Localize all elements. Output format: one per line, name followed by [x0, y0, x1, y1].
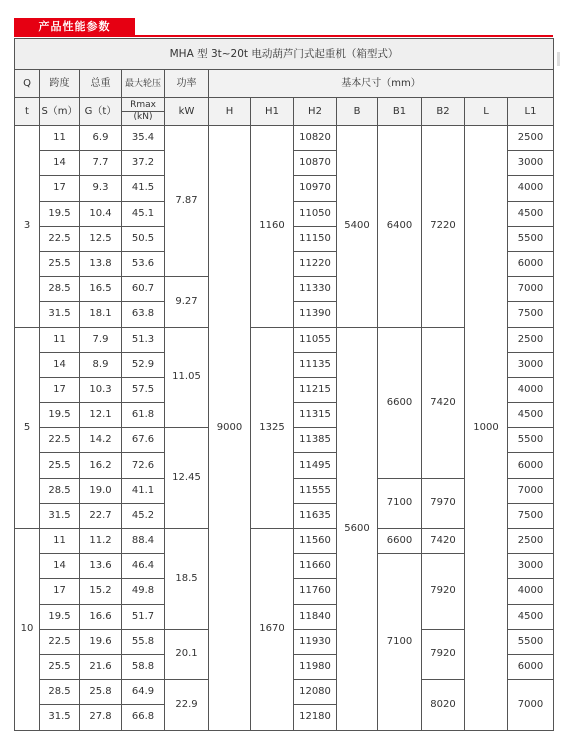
power-cell: 18.5: [165, 529, 209, 630]
wheel-load-cell: 37.2: [122, 151, 165, 176]
h-cell: 9000: [209, 126, 251, 731]
table-title: MHA 型 3t~20t 电动葫芦门式起重机（箱型式）: [15, 39, 554, 70]
b2-cell: 8020: [422, 680, 465, 730]
b2-cell: 7220: [422, 126, 465, 328]
weight-cell: 18.1: [80, 302, 122, 327]
weight-cell: 8.9: [80, 352, 122, 377]
l1-cell: 3000: [508, 554, 554, 579]
section-title-tab: 产品性能参数: [14, 18, 135, 35]
wheel-load-cell: 41.5: [122, 176, 165, 201]
span-cell: 31.5: [40, 302, 80, 327]
h2-cell: 11220: [294, 251, 337, 276]
header-h: H: [209, 98, 251, 126]
b2-cell: 7970: [422, 478, 465, 528]
h2-cell: 11315: [294, 403, 337, 428]
capacity-cell: 10: [15, 529, 40, 731]
header-q: Q: [15, 70, 40, 98]
header-max-wheel-load: 最大轮压: [122, 70, 165, 98]
section-title-underline: [14, 35, 553, 37]
b2-cell: 7920: [422, 554, 465, 630]
weight-cell: 9.3: [80, 176, 122, 201]
h2-cell: 11980: [294, 654, 337, 679]
weight-cell: 22.7: [80, 503, 122, 528]
wheel-load-cell: 41.1: [122, 478, 165, 503]
wheel-load-cell: 60.7: [122, 277, 165, 302]
span-cell: 19.5: [40, 403, 80, 428]
span-cell: 31.5: [40, 705, 80, 730]
l1-cell: 3000: [508, 151, 554, 176]
b1-cell: 6400: [378, 126, 422, 328]
l1-cell: 6000: [508, 453, 554, 478]
header-l: L: [465, 98, 508, 126]
wheel-load-cell: 64.9: [122, 680, 165, 705]
h2-cell: 12080: [294, 680, 337, 705]
h2-cell: 12180: [294, 705, 337, 730]
header-h2: H2: [294, 98, 337, 126]
b1-cell: 6600: [378, 327, 422, 478]
l1-cell: 6000: [508, 654, 554, 679]
span-cell: 25.5: [40, 453, 80, 478]
wheel-load-cell: 51.7: [122, 604, 165, 629]
h2-cell: 11635: [294, 503, 337, 528]
span-cell: 22.5: [40, 629, 80, 654]
wheel-load-cell: 51.3: [122, 327, 165, 352]
span-cell: 14: [40, 151, 80, 176]
span-cell: 14: [40, 352, 80, 377]
span-cell: 19.5: [40, 201, 80, 226]
l1-cell: 2500: [508, 126, 554, 151]
wheel-load-cell: 45.1: [122, 201, 165, 226]
span-cell: 28.5: [40, 277, 80, 302]
wheel-load-cell: 50.5: [122, 226, 165, 251]
weight-cell: 16.6: [80, 604, 122, 629]
weight-cell: 19.6: [80, 629, 122, 654]
power-cell: 11.05: [165, 327, 209, 428]
h2-cell: 11050: [294, 201, 337, 226]
header-weight: 总重: [80, 70, 122, 98]
unit-weight: G（t）: [80, 98, 122, 126]
l1-cell: 2500: [508, 327, 554, 352]
l-cell: 1000: [465, 126, 508, 731]
h2-cell: 11660: [294, 554, 337, 579]
weight-cell: 11.2: [80, 529, 122, 554]
weight-cell: 21.6: [80, 654, 122, 679]
span-cell: 17: [40, 377, 80, 402]
unit-rmax-unit: (kN): [133, 112, 153, 122]
h2-cell: 11215: [294, 377, 337, 402]
h1-cell: 1670: [251, 529, 294, 731]
header-l1: L1: [508, 98, 554, 126]
h2-cell: 11135: [294, 352, 337, 377]
h2-cell: 11055: [294, 327, 337, 352]
header-h1: H1: [251, 98, 294, 126]
wheel-load-cell: 45.2: [122, 503, 165, 528]
power-cell: 7.87: [165, 126, 209, 277]
header-b: B: [337, 98, 378, 126]
header-basic-dimensions: 基本尺寸（mm）: [209, 70, 554, 98]
span-cell: 31.5: [40, 503, 80, 528]
b2-cell: 7420: [422, 529, 465, 554]
b1-cell: 7100: [378, 554, 422, 730]
h2-cell: 11930: [294, 629, 337, 654]
weight-cell: 7.9: [80, 327, 122, 352]
l1-cell: 6000: [508, 251, 554, 276]
weight-cell: 10.3: [80, 377, 122, 402]
weight-cell: 6.9: [80, 126, 122, 151]
header-b2: B2: [422, 98, 465, 126]
weight-cell: 16.5: [80, 277, 122, 302]
table-row: [15, 126, 554, 151]
span-cell: 14: [40, 554, 80, 579]
span-cell: 28.5: [40, 478, 80, 503]
unit-span: S（m）: [40, 98, 80, 126]
b2-cell: 7420: [422, 327, 465, 478]
h2-cell: 11150: [294, 226, 337, 251]
header-power: 功率: [165, 70, 209, 98]
weight-cell: 13.6: [80, 554, 122, 579]
h2-cell: 11560: [294, 529, 337, 554]
l1-cell: 7000: [508, 277, 554, 302]
weight-cell: 27.8: [80, 705, 122, 730]
l1-cell: 4000: [508, 579, 554, 604]
span-cell: 22.5: [40, 428, 80, 453]
power-cell: 12.45: [165, 428, 209, 529]
b-cell: 5400: [337, 126, 378, 328]
wheel-load-cell: 88.4: [122, 529, 165, 554]
l1-cell: 4000: [508, 377, 554, 402]
h2-cell: 10870: [294, 151, 337, 176]
l1-cell: 3000: [508, 352, 554, 377]
l1-cell: 5500: [508, 226, 554, 251]
b1-cell: 6600: [378, 529, 422, 554]
h1-cell: 1160: [251, 126, 294, 328]
weight-cell: 16.2: [80, 453, 122, 478]
span-cell: 25.5: [40, 251, 80, 276]
unit-q: t: [15, 98, 40, 126]
wheel-load-cell: 53.6: [122, 251, 165, 276]
l1-cell: 7000: [508, 478, 554, 503]
span-cell: 17: [40, 176, 80, 201]
h1-cell: 1325: [251, 327, 294, 529]
unit-rmax-label: Rmax: [122, 100, 164, 112]
span-cell: 28.5: [40, 680, 80, 705]
h2-cell: 11390: [294, 302, 337, 327]
wheel-load-cell: 61.8: [122, 403, 165, 428]
wheel-load-cell: 58.8: [122, 654, 165, 679]
l1-cell: 4000: [508, 176, 554, 201]
weight-cell: 12.1: [80, 403, 122, 428]
l1-cell: 7500: [508, 503, 554, 528]
wheel-load-cell: 57.5: [122, 377, 165, 402]
h2-cell: 11555: [294, 478, 337, 503]
span-cell: 17: [40, 579, 80, 604]
weight-cell: 13.8: [80, 251, 122, 276]
wheel-load-cell: 49.8: [122, 579, 165, 604]
span-cell: 22.5: [40, 226, 80, 251]
h2-cell: 11330: [294, 277, 337, 302]
span-cell: 11: [40, 327, 80, 352]
b-cell: 5600: [337, 327, 378, 730]
h2-cell: 11385: [294, 428, 337, 453]
power-cell: 9.27: [165, 277, 209, 327]
capacity-cell: 3: [15, 126, 40, 328]
span-cell: 19.5: [40, 604, 80, 629]
spec-table: [14, 38, 554, 731]
l1-cell: 4500: [508, 604, 554, 629]
span-cell: 11: [40, 529, 80, 554]
weight-cell: 10.4: [80, 201, 122, 226]
weight-cell: 14.2: [80, 428, 122, 453]
page-edge-decoration: [557, 52, 560, 66]
b2-cell: 7920: [422, 629, 465, 679]
wheel-load-cell: 63.8: [122, 302, 165, 327]
wheel-load-cell: 46.4: [122, 554, 165, 579]
h2-cell: 10820: [294, 126, 337, 151]
l1-cell: 5500: [508, 428, 554, 453]
power-cell: 20.1: [165, 629, 209, 679]
h2-cell: 11760: [294, 579, 337, 604]
wheel-load-cell: 55.8: [122, 629, 165, 654]
wheel-load-cell: 35.4: [122, 126, 165, 151]
header-span: 跨度: [40, 70, 80, 98]
weight-cell: 12.5: [80, 226, 122, 251]
h2-cell: 10970: [294, 176, 337, 201]
header-b1: B1: [378, 98, 422, 126]
capacity-cell: 5: [15, 327, 40, 529]
power-cell: 22.9: [165, 680, 209, 730]
b1-cell: 7100: [378, 478, 422, 528]
weight-cell: 25.8: [80, 680, 122, 705]
l1-cell: 7000: [508, 680, 554, 730]
l1-cell: 5500: [508, 629, 554, 654]
l1-cell: 4500: [508, 201, 554, 226]
wheel-load-cell: 72.6: [122, 453, 165, 478]
weight-cell: 19.0: [80, 478, 122, 503]
l1-cell: 7500: [508, 302, 554, 327]
unit-power: kW: [165, 98, 209, 126]
wheel-load-cell: 52.9: [122, 352, 165, 377]
l1-cell: 4500: [508, 403, 554, 428]
h2-cell: 11840: [294, 604, 337, 629]
unit-rmax: [122, 98, 165, 126]
weight-cell: 7.7: [80, 151, 122, 176]
span-cell: 11: [40, 126, 80, 151]
span-cell: 25.5: [40, 654, 80, 679]
h2-cell: 11495: [294, 453, 337, 478]
wheel-load-cell: 66.8: [122, 705, 165, 730]
wheel-load-cell: 67.6: [122, 428, 165, 453]
l1-cell: 2500: [508, 529, 554, 554]
weight-cell: 15.2: [80, 579, 122, 604]
